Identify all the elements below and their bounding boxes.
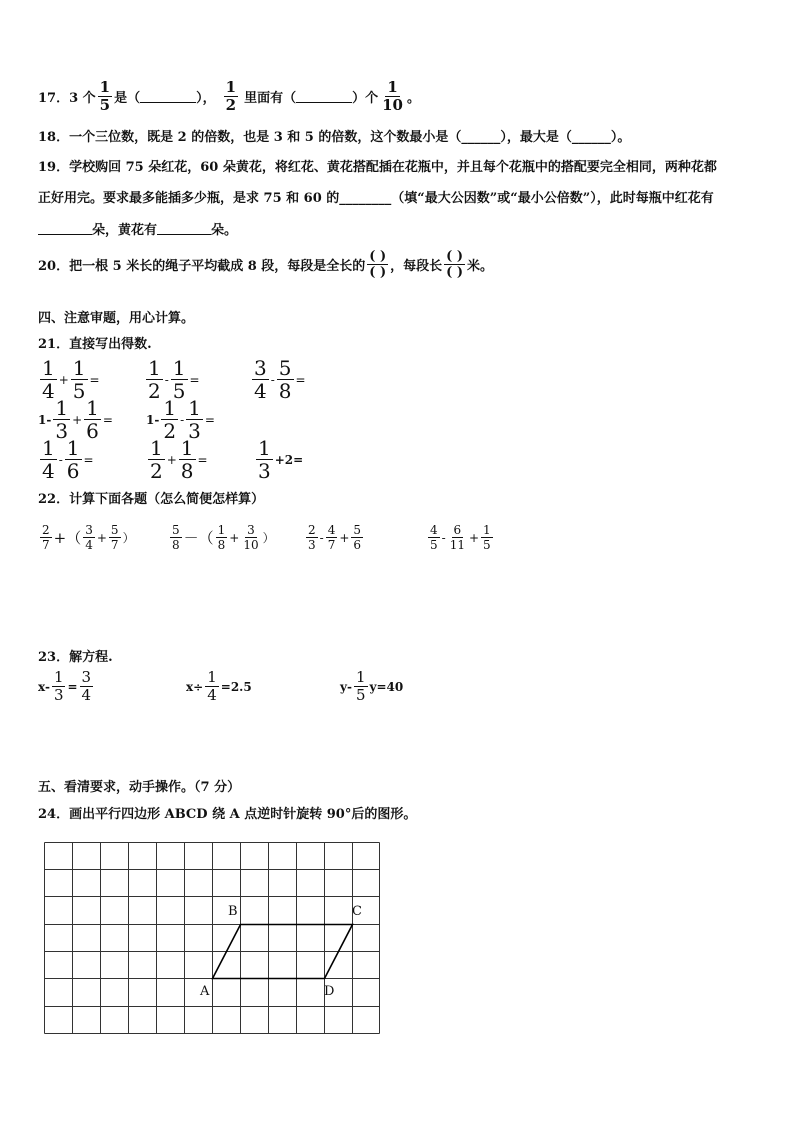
section-5-heading: 五、看清要求，动手操作。（7 分） bbox=[38, 780, 241, 795]
question-19-line-3: 朵，黄花有 朵。 bbox=[38, 219, 237, 238]
question-21-title: 21．直接写出得数. bbox=[38, 337, 152, 352]
point-label-d: D bbox=[324, 984, 335, 999]
point-label-c: C bbox=[352, 904, 362, 919]
question-19-line-2: 正好用完。要求最多能插多少瓶，是求 75 和 60 的________（填“最大公因数”或“最小公倍数”），此时每瓶中红花有 bbox=[38, 191, 714, 206]
equation: x- $\frac{1}{3}$ = $\frac{3}{4}$ bbox=[38, 668, 92, 704]
calc-expression: $\frac{2}{3}$ - $\frac{4}{7}$ + $\frac{5}{6}$ bbox=[308, 523, 362, 552]
fraction-blank[interactable]: $\frac{( )}{( )}$ bbox=[369, 249, 387, 280]
calc-expression: $\frac{5}{8}$ －（ $\frac{1}{8}$ + $\frac{3}{10}$ ） bbox=[172, 523, 275, 552]
drawing-grid[interactable] bbox=[44, 842, 380, 1038]
answer-blank[interactable] bbox=[38, 222, 92, 235]
fraction: $\frac{1}{2}$ bbox=[225, 78, 237, 114]
question-24: 24．画出平行四边形 ABCD 绕 A 点逆时针旋转 90°后的图形。 bbox=[38, 807, 417, 822]
fraction: $\frac{1}{10}$ bbox=[382, 78, 403, 114]
calc-expression: $\frac{2}{7}$ +（ $\frac{3}{4}$ + $\frac{5}{7}$ ） bbox=[42, 523, 135, 552]
point-label-b: B bbox=[228, 904, 238, 919]
fraction-blank[interactable]: $\frac{( )}{( )}$ bbox=[446, 249, 463, 280]
calc-item: 1- $\frac{1}{3}$ + $\frac{1}{6}$ = bbox=[38, 396, 113, 443]
calc-item: $\frac{1}{4}$ + $\frac{1}{5}$ = bbox=[42, 356, 100, 403]
calc-item: $\frac{3}{4}$ - $\frac{5}{8}$ = bbox=[254, 356, 306, 403]
grid-lines bbox=[45, 843, 380, 1034]
answer-blank[interactable] bbox=[296, 90, 352, 103]
question-20: 20．把一根 5 米长的绳子平均截成 8 段，每段是全长的 $\frac{( )}{( )}$ ，每段长 $\frac{( )}{( )}$ 米。 bbox=[38, 249, 493, 280]
calc-expression: $\frac{4}{5}$ - $\frac{6}{11}$ + $\frac{1}{5}$ bbox=[430, 523, 491, 552]
calc-item: $\frac{1}{3}$ +2= bbox=[258, 436, 304, 483]
calc-item: 1- $\frac{1}{2}$ - $\frac{1}{3}$ = bbox=[146, 396, 215, 443]
answer-blank[interactable] bbox=[157, 222, 211, 235]
equation: x÷ $\frac{1}{4}$ =2.5 bbox=[186, 668, 252, 704]
question-19-line-1: 19．学校购回 75 朵红花，60 朵黄花，将红花、黄花搭配插在花瓶中，并且每个花瓶中的搭配要完全相同，两种花都 bbox=[38, 160, 717, 175]
question-23-title: 23．解方程. bbox=[38, 650, 113, 665]
answer-blank[interactable] bbox=[140, 90, 196, 103]
question-17: 17． 3 个 $\frac{1}{5}$ 是（ ）， $\frac{1}{2}$ 里面有（ ）个 $\frac{1}{10}$ 。 bbox=[38, 78, 420, 114]
fraction: $\frac{1}{5}$ bbox=[99, 78, 111, 114]
question-22-title: 22．计算下面各题（怎么简便怎样算） bbox=[38, 492, 265, 507]
calc-item: $\frac{1}{4}$ - $\frac{1}{6}$ = bbox=[42, 436, 94, 483]
calc-item: $\frac{1}{2}$ + $\frac{1}{8}$ = bbox=[150, 436, 208, 483]
calc-item: $\frac{1}{2}$ - $\frac{1}{5}$ = bbox=[148, 356, 200, 403]
point-label-a: A bbox=[200, 984, 210, 999]
section-4-heading: 四、注意审题，用心计算。 bbox=[38, 311, 195, 326]
equation: y- $\frac{1}{5}$ y=40 bbox=[340, 668, 404, 704]
question-18: 18．一个三位数，既是 2 的倍数，也是 3 和 5 的倍数，这个数最小是（______），最大是（______）。 bbox=[38, 130, 631, 145]
